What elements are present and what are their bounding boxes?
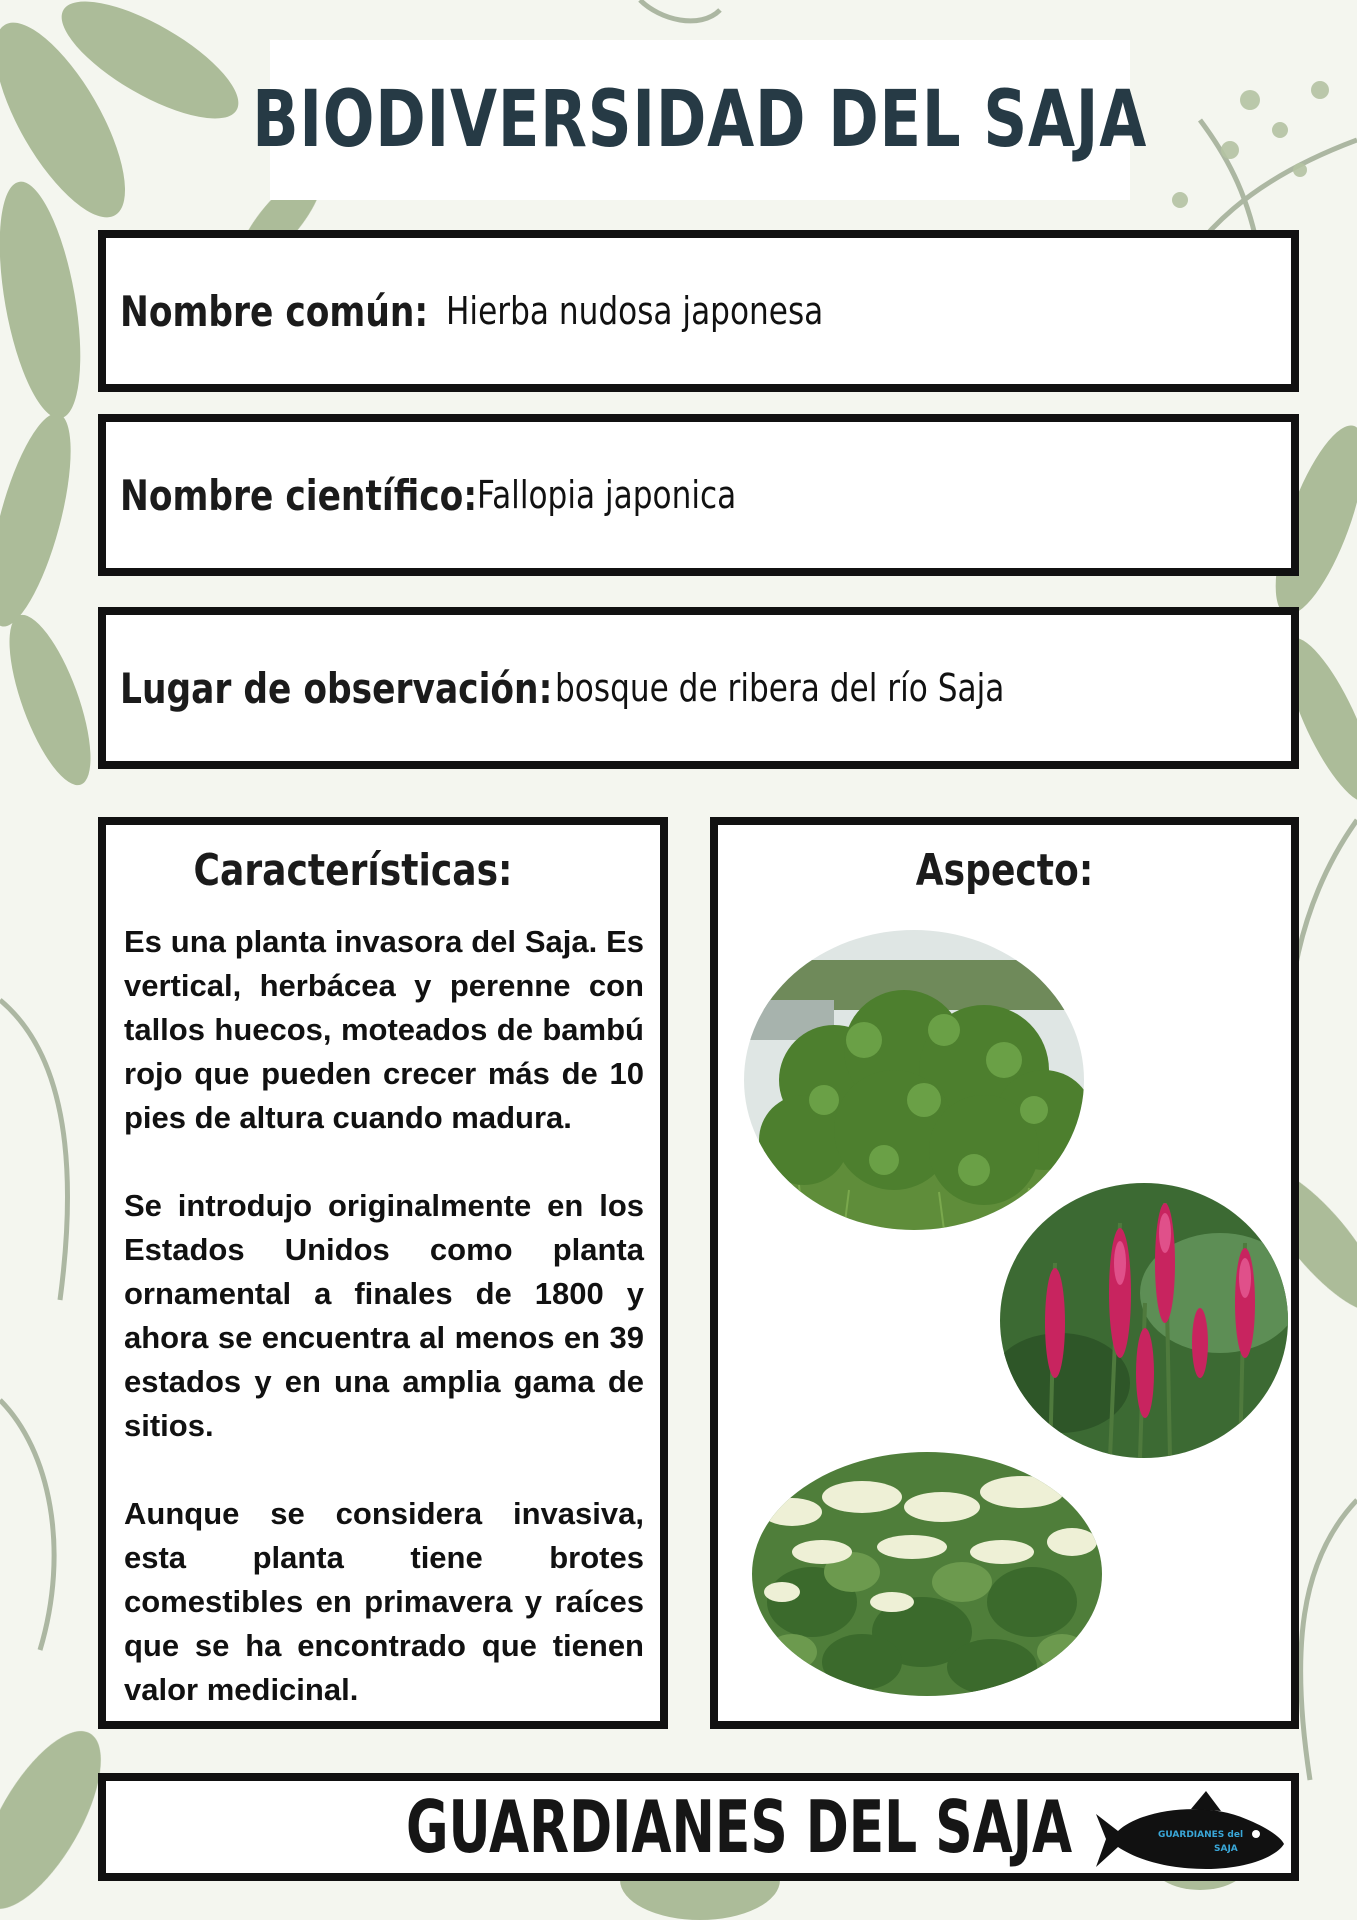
appearance-heading: Aspecto: [915, 845, 1094, 896]
location-box [98, 607, 1299, 769]
common-name-box [98, 230, 1299, 392]
scientific-name-box [98, 414, 1299, 576]
location-value: bosque de ribera del río Saja [555, 666, 1005, 710]
characteristics-paragraph: Se introdujo originalmente en los Estados Unidos como planta ornamental a finales de 1800 y ahora se encuentra al menos en 39 estados y en una amplia gama de sitios. [124, 1188, 644, 1443]
characteristics-paragraph: Aunque se considera invasiva, esta planta tiene brotes comestibles en primavera y raíces que se ha encontrado que tienen valor medicinal. [124, 1496, 644, 1707]
characteristics-panel [98, 817, 668, 1729]
svg-text:GUARDIANES del: GUARDIANES del [1158, 1830, 1244, 1840]
characteristics-paragraph: Es una planta invasora del Saja. Es vertical, herbácea y perenne con tallos huecos, moteados de bambú rojo que pueden crecer más de 10 pies de altura cuando madura. [124, 924, 644, 1135]
pink-flower-spikes-photo [1000, 1183, 1288, 1458]
svg-text:SAJA: SAJA [1214, 1844, 1238, 1854]
characteristics-heading: Características: [193, 845, 513, 896]
footer-title: GUARDIANES DEL SAJA [406, 1785, 1073, 1869]
title-banner [252, 40, 1148, 200]
appearance-panel [710, 817, 1299, 1729]
scientific-name-label: Nombre científico: [120, 470, 478, 520]
common-name-label: Nombre común: [120, 286, 429, 336]
page-title: BIODIVERSIDAD DEL SAJA [252, 75, 1148, 165]
scientific-name-value: Fallopia japonica [477, 473, 737, 517]
white-flower-clusters-photo [752, 1452, 1102, 1696]
location-label: Lugar de observación: [120, 663, 553, 713]
footer-banner [98, 1773, 1299, 1881]
common-name-value: Hierba nudosa japonesa [445, 289, 824, 333]
trout-logo-icon [1096, 1789, 1286, 1879]
shrub-photo [744, 930, 1084, 1230]
characteristics-text [124, 920, 644, 1756]
